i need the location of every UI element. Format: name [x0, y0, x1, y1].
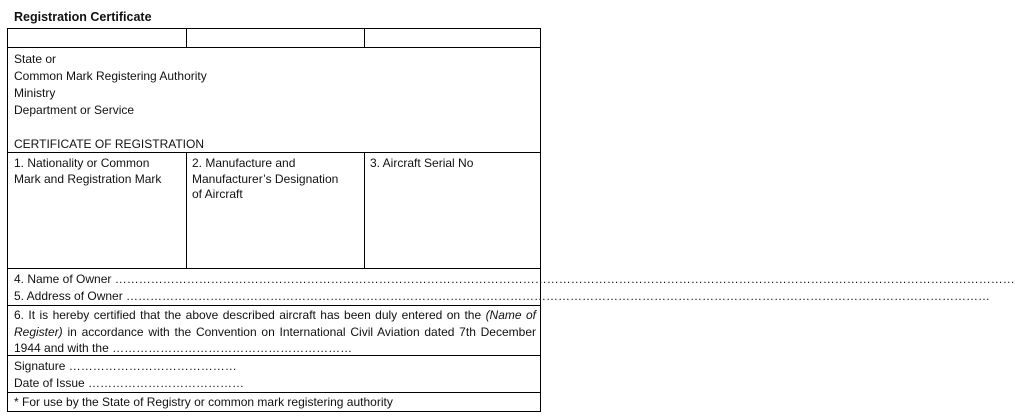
fields-row-top-border	[8, 152, 540, 153]
field-divider-1	[186, 152, 187, 268]
authority-state-label: State or	[14, 52, 57, 66]
field-manufacture-label-line1: 2. Manufacture and	[192, 156, 296, 170]
certification-row-top-border	[8, 305, 540, 306]
page-title: Registration Certificate	[14, 10, 152, 24]
authority-department-label: Department or Service	[14, 103, 135, 117]
date-of-issue-field: Date of Issue …………………………………	[14, 376, 245, 390]
authority-ministry-label: Ministry	[14, 86, 56, 100]
certification-statement	[14, 307, 536, 357]
registration-form	[7, 28, 1015, 412]
certificate-heading: CERTIFICATE OF REGISTRATION	[14, 137, 205, 151]
footnote-row-top-border	[8, 392, 540, 393]
certification-text-part2: in accordance with the Convention on International Civil Aviation dated 7th December 1944 and with the ……………………………………………………	[14, 324, 536, 355]
footnote: * For use by the State of Registry or common mark registering authority	[14, 395, 393, 409]
field-divider-2	[364, 152, 365, 268]
field-nationality-label-line1: 1. Nationality or Common	[14, 156, 150, 170]
field-serial-label: 3. Aircraft Serial No	[370, 156, 474, 170]
field-manufacture-label-line2: Manufacturer’s Designation	[192, 172, 339, 186]
header-cell-divider-1	[186, 29, 187, 47]
owner-row-top-border	[8, 268, 540, 269]
signature-row-top-border	[8, 355, 540, 356]
header-cell-divider-2	[364, 29, 365, 47]
certification-text-part1: 6. It is hereby certified that the above described aircraft has been duly entered on the	[14, 308, 486, 322]
owner-name-field: 4. Name of Owner ………………………………………………………………………………………………………………………………………………………………………………………………………	[14, 272, 1015, 286]
signature-field: Signature ……………………………………	[14, 359, 237, 373]
field-nationality-label-line2: Mark and Registration Mark	[14, 172, 162, 186]
field-manufacture-label-line3: of Aircraft	[192, 187, 243, 201]
authority-common-mark-label: Common Mark Registering Authority	[14, 69, 207, 83]
register-name-placeholder: (Name of Register)	[14, 308, 536, 339]
header-row-divider	[8, 47, 540, 48]
owner-address-field: 5. Address of Owner ………………………………………………………………………………………………………………………………………………………………………………………………	[14, 289, 991, 303]
